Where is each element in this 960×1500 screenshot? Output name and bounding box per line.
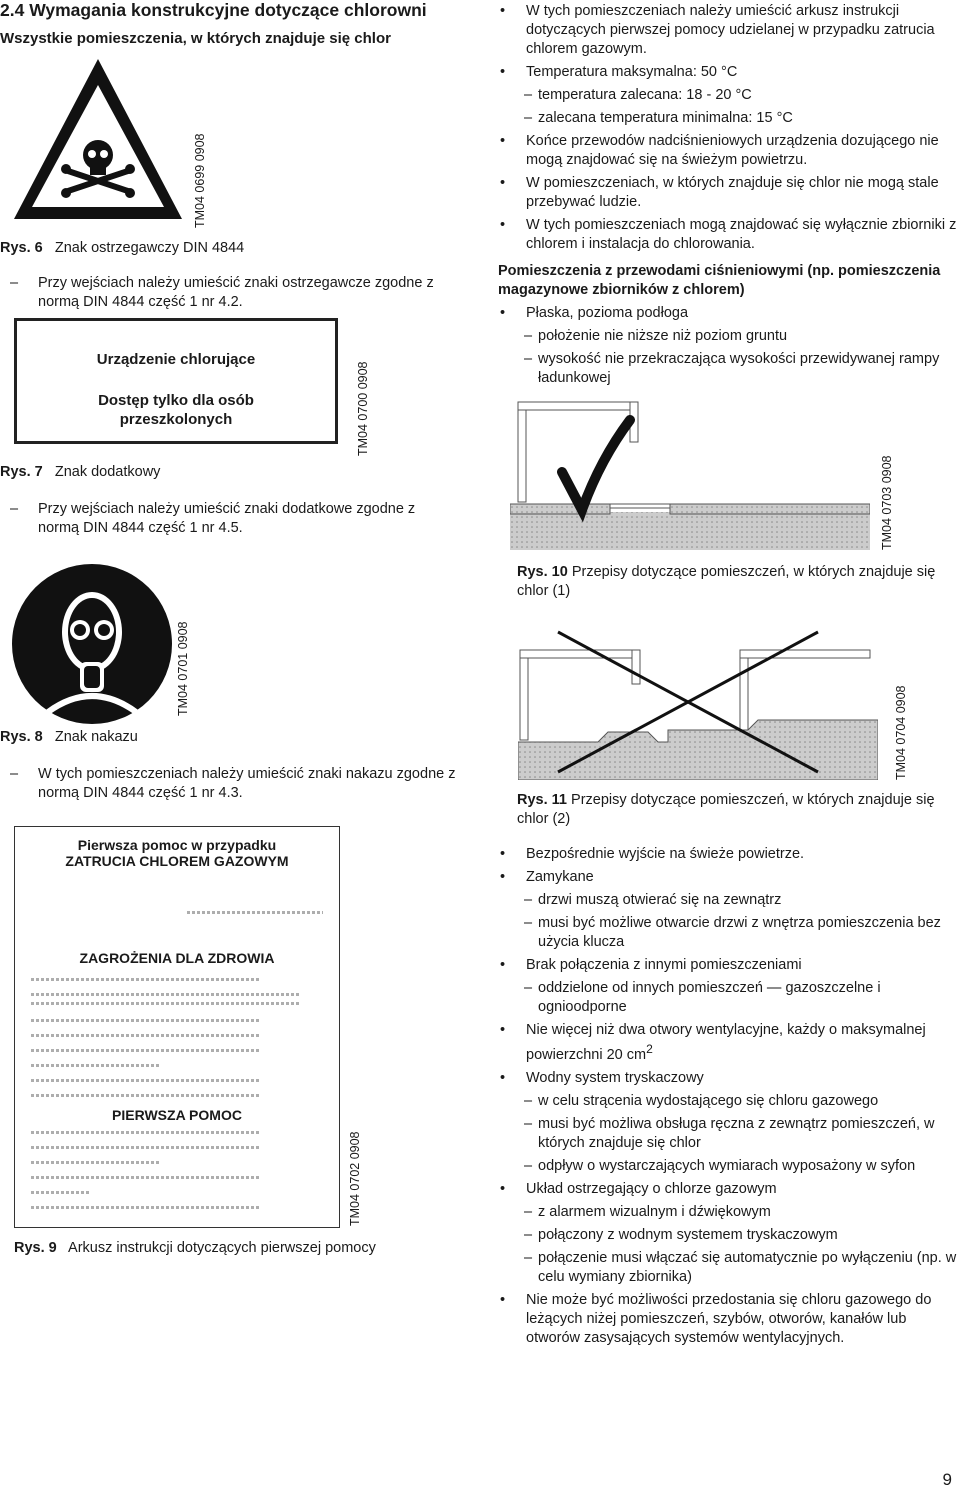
fig7-caption: Rys. 7 Znak dodatkowy [0,464,161,480]
list-item: • Brak połączenia z innymi pomieszczeniami [500,957,802,973]
list-subitem: – zalecana temperatura minimalna: 15 °C [524,110,793,126]
fig8-code: TM04 0701 0908 [176,621,190,716]
list-subitem: – z alarmem wizualnym i dźwiękowym [524,1203,771,1220]
list-item: • Układ ostrzegający o chlorze gazowym [500,1180,777,1197]
list-subitem: – połączenie musi włączać się automatycznie po wyłączeniu (np. w celu wymiany zbiornika) [524,1249,957,1285]
fig10-caption: Rys. 10 Przepisy dotyczące pomieszczeń, w których znajduje się chlor (1) [517,564,936,599]
list-subitem: – musi być możliwe otwarcie drzwi z wnętrza pomieszczenia bez użycia klucza [524,915,941,950]
fig6-code: TM04 0699 0908 [193,133,207,228]
fig11-caption: Rys. 11 Przepisy dotyczące pomieszczeń, w których znajduje się chlor (2) [517,792,935,827]
pressure-rooms-heading: Pomieszczenia z przewodami ciśnieniowymi (np. pomieszczenia magazynowe zbiorników z chlorem) [498,263,941,298]
list-subitem: – musi być możliwa obsługa ręczna z zewnątrz pomieszczeń, w których znajduje się chlor [524,1115,935,1151]
list-subitem: – drzwi muszą otwierać się na zewnątrz [524,892,782,908]
list-item: • W tych pomieszczeniach mogą znajdować się wyłącznie zbiorniki z chlorem i instalacja do chlorowania. [500,217,957,252]
gas-mask-sign-icon [10,562,174,726]
page-number: 9 [942,1470,952,1489]
list-item: • Bezpośrednie wyjście na świeże powietrze. [500,846,805,862]
list-item: • Nie może być możliwości przedostania się chloru gazowego do leżących niżej pomieszczeń, szybów, otworów, kanałów lub otworów zasysających systemów wentylacyjnych. [500,1291,932,1346]
room-ok-diagram [510,400,870,550]
section-subtitle: Wszystkie pomieszczenia, w których znajduje się chlor [0,30,391,47]
list-item: • Końce przewodów nadciśnieniowych urządzenia dozującego nie mogą znajdować się na świeżym powietrzu. [500,133,939,168]
list-item: • Wodny system tryskaczowy [500,1069,704,1086]
list-item: • Zamykane [500,869,594,885]
fig9-code: TM04 0702 0908 [348,1131,362,1226]
list-subitem: – oddzielone od innych pomieszczeń — gazoszczelne i ognioodporne [524,980,881,1015]
right-column-top [498,2,958,392]
fig7-code: TM04 0700 0908 [356,361,370,456]
list-item: • Temperatura maksymalna: 50 °C [500,64,738,80]
room-not-ok-diagram [518,620,878,780]
list-subitem: – wysokość nie przekraczająca wysokości przewidywanej rampy ładunkowej [524,351,940,386]
list-subitem: – w celu strącenia wydostającego się chloru gazowego [524,1092,879,1109]
fig9-caption: Rys. 9 Arkusz instrukcji dotyczących pierwszej pomocy [14,1240,376,1256]
skull-warning-sign-icon [10,55,186,225]
fig11-code: TM04 0704 0908 [894,685,908,780]
note-mandatory-signs: – W tych pomieszczeniach należy umieścić znaki nakazu zgodne z normą DIN 4844 część 1 nr 4.3. [10,766,456,801]
fig10-code: TM04 0703 0908 [880,455,894,550]
list-subitem: – odpływ o wystarczających wymiarach wyposażony w syfon [524,1157,916,1174]
list-item: • Płaska, pozioma podłoga [500,305,689,321]
fig8-caption: Rys. 8 Znak nakazu [0,729,138,745]
list-subitem: – temperatura zalecana: 18 - 20 °C [524,87,752,103]
section-title: 2.4 Wymagania konstrukcyjne dotyczące chlorowni [0,0,427,20]
list-subitem: – położenie nie niższe niż poziom gruntu [524,328,788,344]
additional-sign-box: Urządzenie chlorujące Dostęp tylko dla osób przeszkolonych [14,318,338,444]
list-subitem: – połączony z wodnym systemem tryskaczowym [524,1226,838,1243]
note-warning-signs: – Przy wejściach należy umieścić znaki ostrzegawcze zgodne z normą DIN 4844 część 1 nr 4.2. [10,275,434,310]
note-additional-signs: – Przy wejściach należy umieścić znaki dodatkowe zgodne z normą DIN 4844 część 1 nr 4.5. [10,501,416,536]
fig6-caption: Rys. 6 Znak ostrzegawczy DIN 4844 [0,240,245,256]
list-item: • W pomieszczeniach, w których znajduje się chlor nie mogą stale przebywać ludzie. [500,175,939,210]
first-aid-sheet: Pierwsza pomoc w przypadku ZATRUCIA CHLOREM GAZOWYM ZAGROŻENIA DLA ZDROWIA PIERWSZA POMOC [14,826,340,1228]
right-column-bottom [498,845,958,1352]
list-item: • W tych pomieszczeniach należy umieścić arkusz instrukcji dotyczących pierwszej pomocy udzielanej w przypadku zatrucia chlorem gazowym. [500,3,935,57]
list-item: • Nie więcej niż dwa otwory wentylacyjne, każdy o maksymalnej powierzchni 20 $cm^2$ [500,1022,926,1063]
